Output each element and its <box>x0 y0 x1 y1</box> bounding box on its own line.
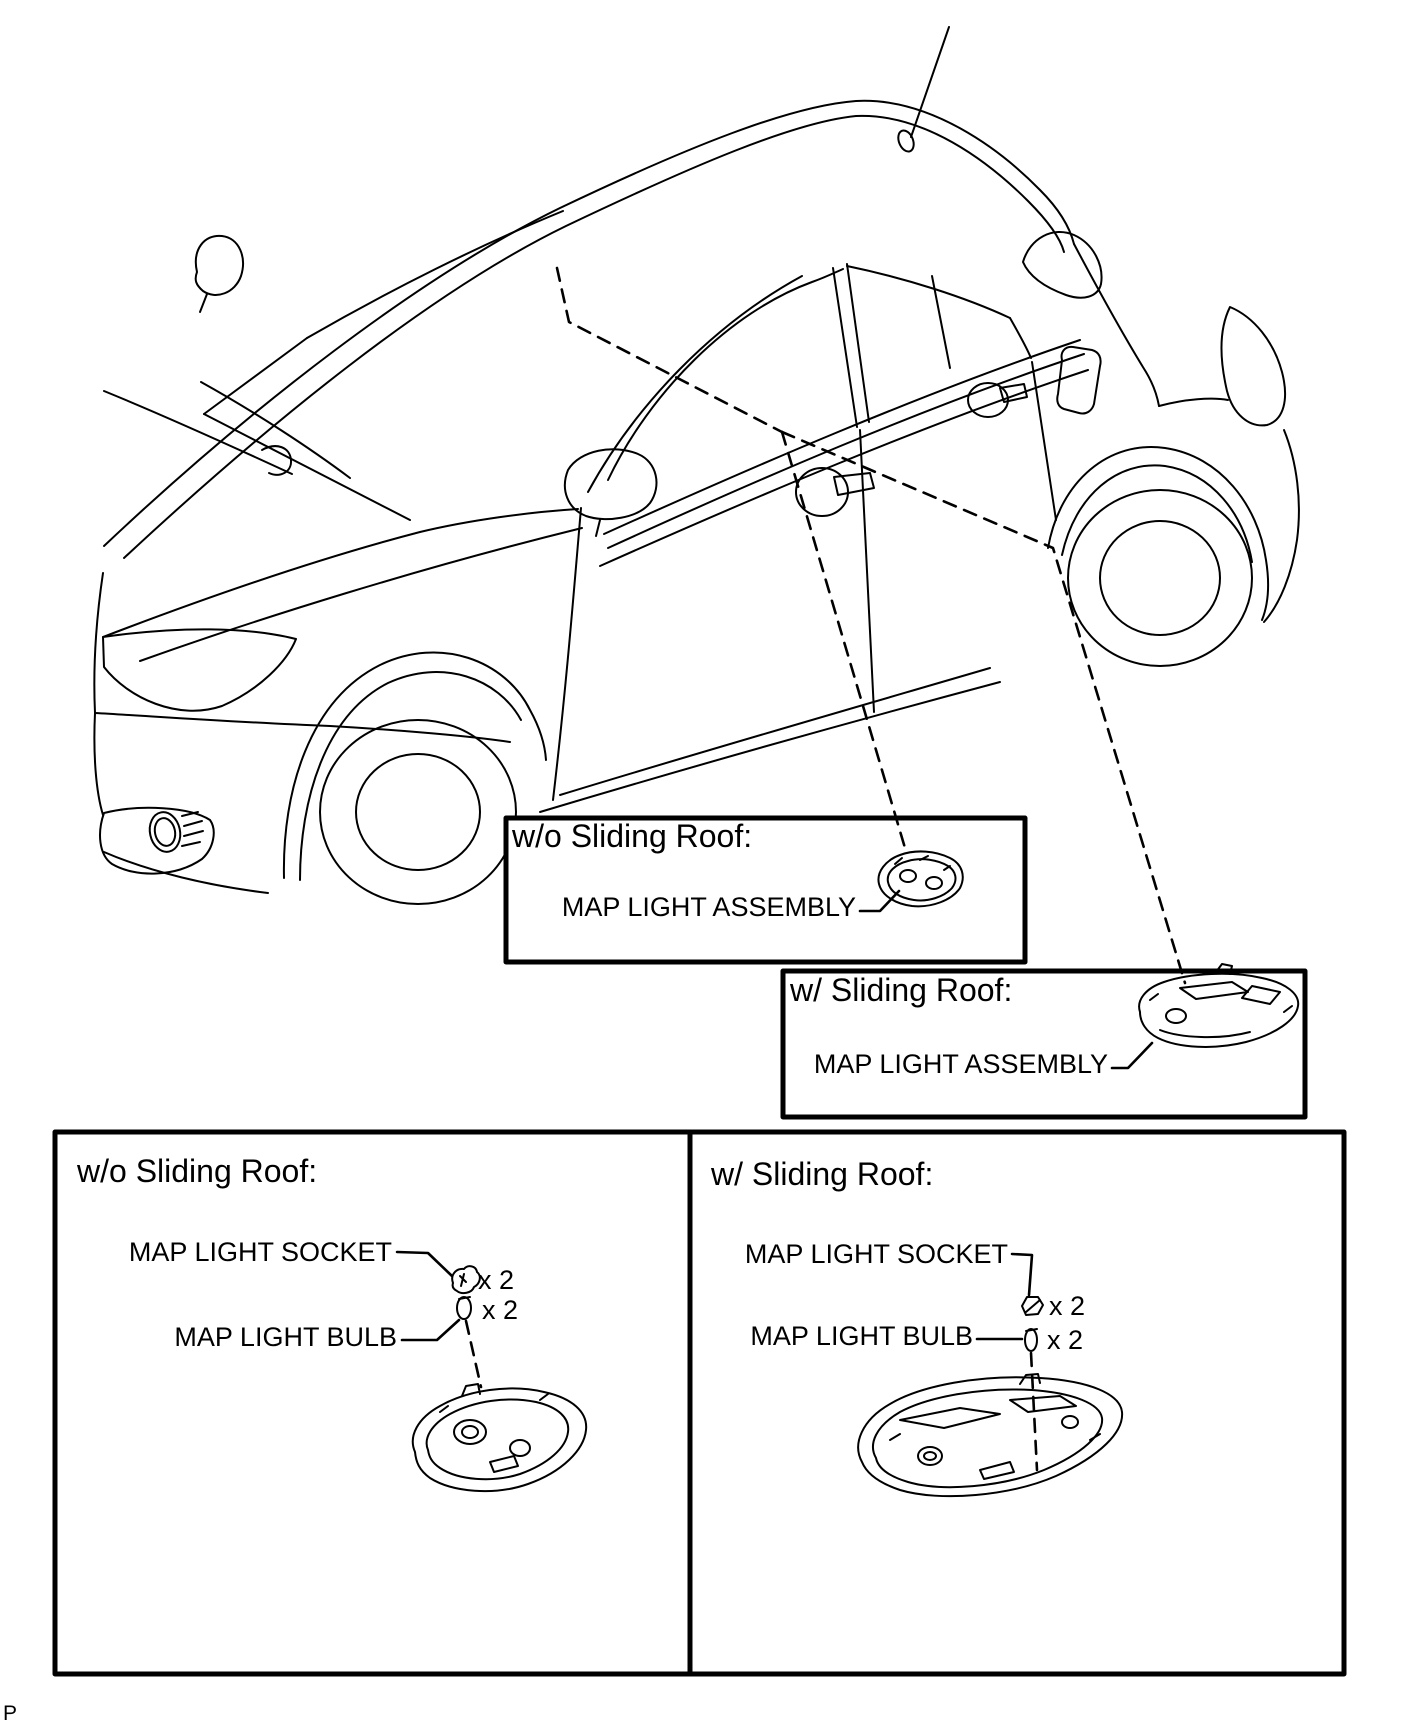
beltline-1 <box>604 340 1080 534</box>
front-door-gap <box>553 508 581 800</box>
label-bulb-wo-roof: MAP LIGHT BULB <box>174 1322 397 1352</box>
rear-bumper <box>1264 430 1299 622</box>
rear-tire <box>1068 490 1252 666</box>
qty-socket-w-roof: x 2 <box>1049 1291 1086 1321</box>
side-mirror-stem <box>596 520 600 536</box>
box-title-assembly-w-roof: w/ Sliding Roof: <box>790 972 1013 1008</box>
headlight <box>103 629 296 710</box>
page-footer-mark: P <box>3 1702 18 1725</box>
label-assembly-wo-roof: MAP LIGHT ASSEMBLY <box>561 892 856 922</box>
rear-window-divider <box>932 276 950 368</box>
rocker-line-1 <box>540 682 1000 812</box>
rear-window-top <box>847 266 1010 318</box>
label-socket-wo-roof: MAP LIGHT SOCKET <box>128 1237 392 1267</box>
bumper-bottom <box>104 852 268 893</box>
box-detail-w-roof <box>690 1132 1344 1674</box>
b-pillar-rear <box>847 264 869 422</box>
bumper-left <box>94 713 103 815</box>
liftgate-edge <box>1159 399 1228 406</box>
beltline-2 <box>608 354 1084 548</box>
hood-crease-1 <box>103 509 578 637</box>
far-mirror <box>196 236 243 295</box>
fog-light-slats <box>182 812 203 846</box>
dashed-line-common <box>557 268 782 432</box>
windshield-top-edge <box>307 211 563 338</box>
box-title-detail-wo-roof: w/o Sliding Roof: <box>77 1153 318 1189</box>
label-socket-w-roof: MAP LIGHT SOCKET <box>744 1239 1008 1269</box>
a-pillar-outer <box>588 276 802 492</box>
c-pillar <box>1010 318 1031 358</box>
b-pillar-front <box>833 268 857 427</box>
label-bulb-w-roof: MAP LIGHT BULB <box>750 1321 973 1351</box>
fog-light-ring-outer <box>146 809 184 854</box>
box-title-assembly-wo-roof: w/o Sliding Roof: <box>512 818 753 854</box>
rocker-line-2 <box>560 668 990 795</box>
door-gap-lower <box>860 430 874 712</box>
quarter-window <box>1023 232 1102 298</box>
front-rim <box>356 754 480 870</box>
box-title-detail-w-roof: w/ Sliding Roof: <box>711 1156 934 1192</box>
far-a-pillar <box>204 338 307 414</box>
front-left-edge <box>94 573 103 713</box>
roof-outer-line <box>104 101 1074 546</box>
rear-pillar <box>1074 244 1159 406</box>
rear-rim <box>1100 521 1220 635</box>
cowl-line <box>204 414 410 520</box>
front-door-handle <box>834 473 874 495</box>
qty-bulb-wo-roof: x 2 <box>482 1295 519 1325</box>
taillight <box>1221 307 1285 425</box>
qty-bulb-w-roof: x 2 <box>1047 1325 1084 1355</box>
qty-socket-wo-roof: x 2 <box>478 1265 515 1295</box>
bumper-top <box>95 713 510 742</box>
front-window-top <box>608 269 843 480</box>
fuel-door <box>1057 347 1100 414</box>
front-tire <box>320 720 516 904</box>
far-mirror-stem <box>200 294 207 312</box>
fog-light-ring-inner <box>152 816 177 848</box>
box-detail-wo-roof <box>55 1132 690 1674</box>
vehicle-illustration <box>94 27 1299 904</box>
label-assembly-w-roof: MAP LIGHT ASSEMBLY <box>813 1049 1108 1079</box>
